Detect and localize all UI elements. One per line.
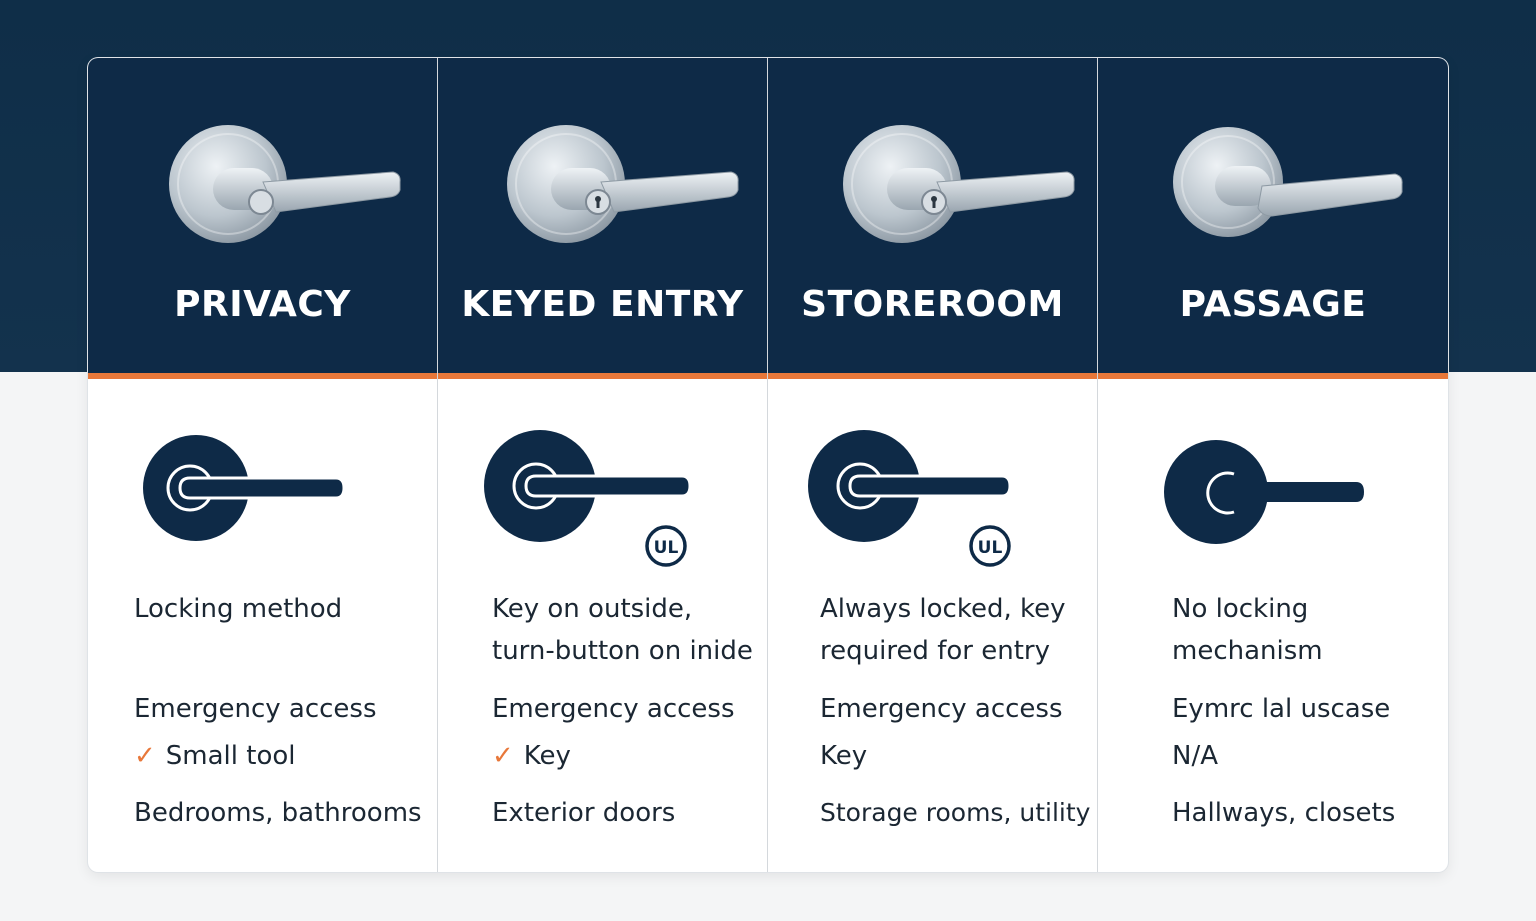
emergency-access-value [1172,735,1218,777]
emergency-access-value [820,735,867,777]
accent-divider [768,373,1097,379]
emergency-value-text: Small tool [165,741,296,771]
keyed-entry-lever-handle-photo [506,124,746,254]
emergency-value-text: Key [820,741,868,771]
use-case-text: Exterior doors [492,798,676,828]
emergency-access-value [492,735,571,777]
emergency-access-value [134,735,296,777]
use-case-text: Bedrooms, bathrooms [134,798,422,828]
column-header [1098,58,1448,373]
ul-certification-icon [644,524,688,568]
lock-comparison-board [88,58,1448,872]
lock-type-title: PRIVACY [174,284,351,325]
emergency-value-text: N/A [1172,741,1218,771]
locking-method-text [134,588,342,630]
column-keyed-entry [438,58,768,872]
check-icon: ✓ [492,741,514,771]
description-line-1: No locking [1172,594,1309,624]
accent-divider [438,373,767,379]
privacy-lever-handle-photo [168,124,408,254]
column-passage [1098,58,1448,872]
emergency-access-label: Eymrc lal uscase [1172,694,1391,724]
description-line-2: turn-button on inide [492,636,753,666]
column-header [88,58,437,373]
description-line-2: required for entry [820,636,1050,666]
lock-type-title: STOREROOM [801,284,1064,325]
ul-badge-text: UL [977,538,1003,558]
lock-type-title: PASSAGE [1179,284,1367,325]
column-privacy [88,58,438,872]
storeroom-lever-handle-photo [842,124,1082,254]
accent-divider [1098,373,1448,379]
storeroom-lever-icon [806,426,1066,576]
use-case-text: Storage rooms, utility [820,798,1091,827]
column-storeroom [768,58,1098,872]
emergency-access-label: Emergency access [492,694,735,724]
locking-method-text [1172,588,1323,672]
column-header [768,58,1097,373]
ul-badge-text: UL [653,538,679,558]
description-line-1: Key on outside, [492,594,693,624]
accent-divider [88,373,437,379]
lock-type-title: KEYED ENTRY [461,284,744,325]
ul-certification-icon [968,524,1012,568]
locking-method-text [820,588,1066,672]
check-icon: ✓ [134,741,156,771]
passage-lever-icon [1152,426,1412,576]
passage-lever-handle-photo [1170,124,1410,254]
locking-method-text [492,588,753,672]
emergency-access-label: Emergency access [134,694,377,724]
keyed-entry-lever-icon [482,426,742,576]
emergency-access-label: Emergency access [820,694,1063,724]
description-line-1: Locking method [134,594,343,624]
description-line-2: mechanism [1172,636,1323,666]
column-header [438,58,767,373]
description-line-1: Always locked, key [820,594,1066,624]
emergency-value-text: Key [523,741,571,771]
use-case-text: Hallways, closets [1172,798,1396,828]
privacy-lever-icon [138,426,398,576]
